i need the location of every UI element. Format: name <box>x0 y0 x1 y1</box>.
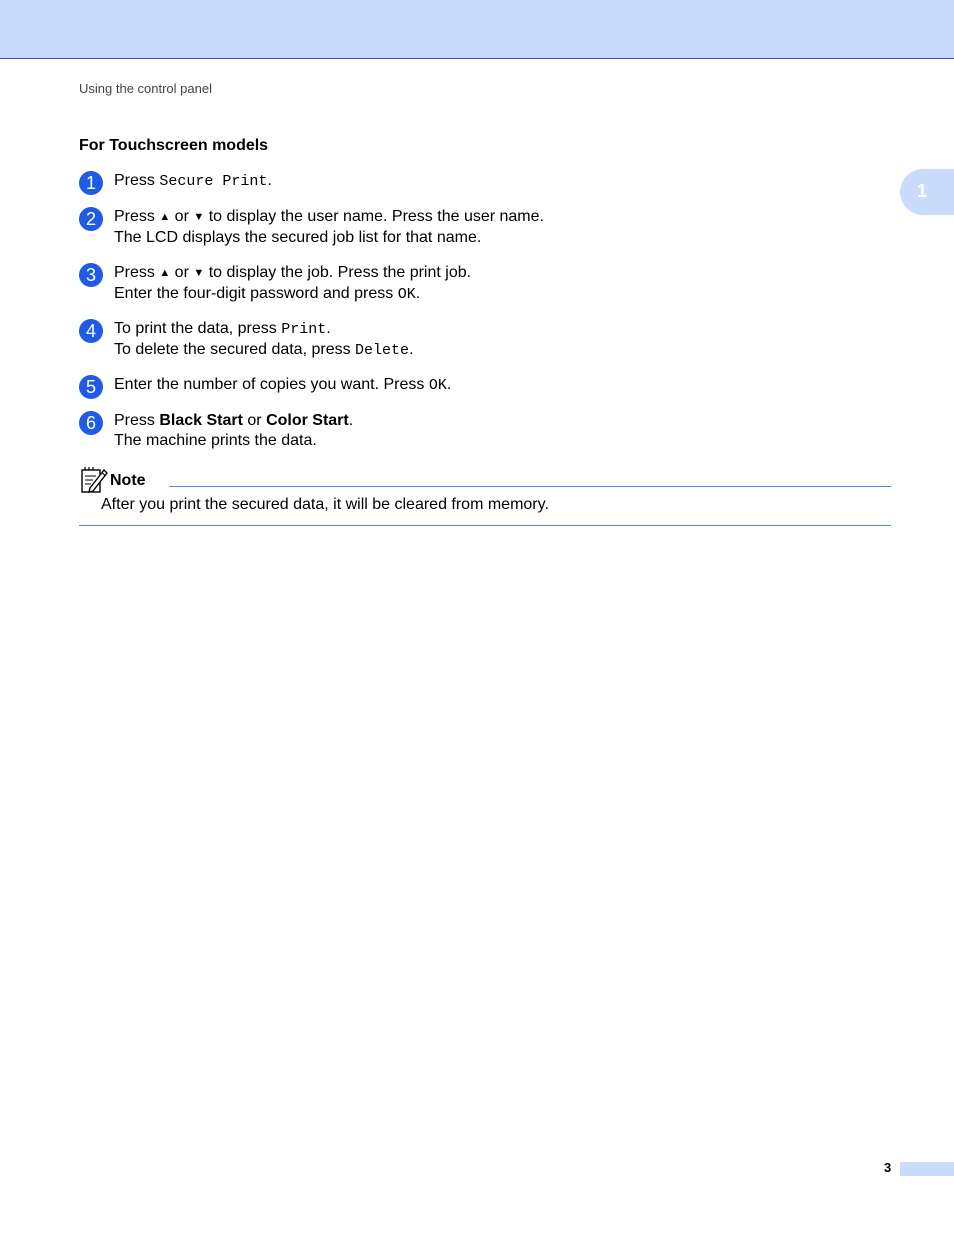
page-number: 3 <box>884 1160 892 1175</box>
step-text <box>114 207 544 248</box>
text: Press <box>114 208 160 225</box>
text: To delete the secured data, press <box>114 341 356 358</box>
text: To print the data, press <box>114 320 282 337</box>
note-pencil-icon <box>80 466 108 494</box>
step-text <box>114 263 471 305</box>
note-divider <box>79 525 891 526</box>
text: Enter the four-digit password and press <box>114 285 398 302</box>
text: . <box>348 412 354 429</box>
text: . <box>267 172 272 189</box>
text: . <box>446 376 452 393</box>
text: The machine prints the data. <box>114 432 317 449</box>
lcd-text: OK <box>397 286 416 303</box>
note-text: After you print the secured data, it will be cleared from memory. <box>101 496 549 513</box>
lcd-text: Print <box>281 321 327 338</box>
text: . <box>415 285 421 302</box>
step-number: 5 <box>79 375 103 399</box>
text: . <box>409 341 414 358</box>
header-band <box>0 0 954 59</box>
text: Press <box>114 264 160 281</box>
step-number: 1 <box>79 171 103 195</box>
text: to display the user name. Press the user name. <box>204 208 544 225</box>
text: or <box>242 412 267 429</box>
down-arrow-icon: ▼ <box>193 267 205 279</box>
step-text <box>114 171 272 192</box>
step-number: 6 <box>79 411 103 435</box>
lcd-text: Delete <box>355 342 410 359</box>
text: The LCD displays the secured job list for that name. <box>114 229 482 246</box>
section-heading: For Touchscreen models <box>79 137 269 154</box>
up-arrow-icon: ▲ <box>159 211 171 223</box>
step-number: 2 <box>79 207 103 231</box>
note-divider <box>169 486 891 487</box>
text: . <box>326 320 331 337</box>
footer-band <box>900 1162 954 1176</box>
up-arrow-icon: ▲ <box>159 267 171 279</box>
text: to display the job. Press the print job. <box>204 264 472 281</box>
lcd-text: Secure Print <box>159 173 268 190</box>
running-head: Using the control panel <box>79 81 212 96</box>
lcd-text: OK <box>428 377 447 394</box>
down-arrow-icon: ▼ <box>193 211 205 223</box>
text: Press <box>114 412 160 429</box>
step-text <box>114 411 353 451</box>
step-number: 3 <box>79 263 103 287</box>
text: Enter the number of copies you want. Press <box>114 376 429 393</box>
key-name: Black Start <box>159 412 243 429</box>
text: Press <box>114 172 160 189</box>
note-label: Note <box>110 472 146 489</box>
step-text <box>114 375 451 396</box>
step-text <box>114 319 414 361</box>
chapter-tab: 1 <box>900 169 954 215</box>
step-number: 4 <box>79 319 103 343</box>
text: or <box>170 208 194 225</box>
key-name: Color Start <box>266 412 349 429</box>
text: or <box>170 264 194 281</box>
